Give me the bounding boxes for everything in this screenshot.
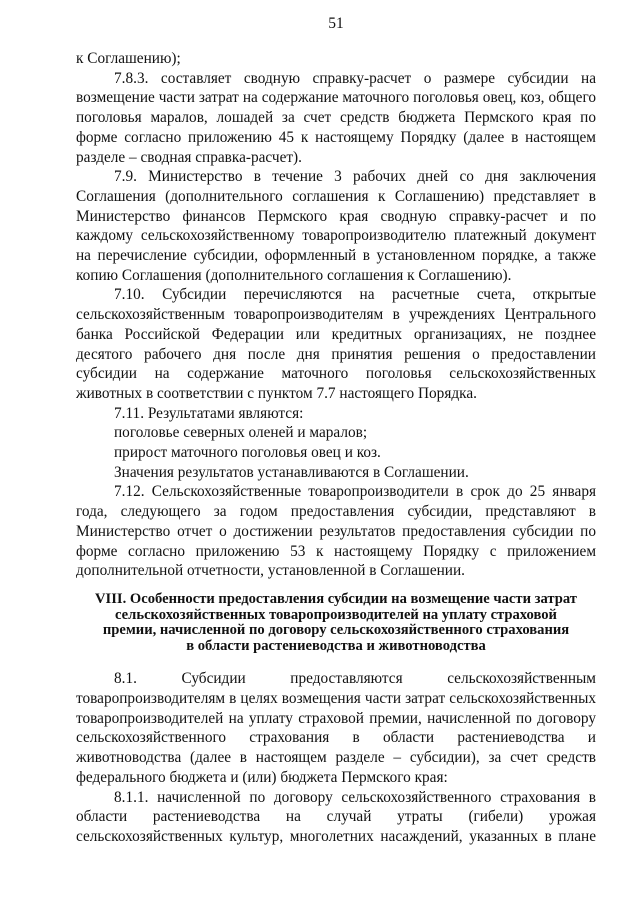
page-number: 51	[328, 15, 344, 32]
results-values-note: Значения результатов устанавливаются в Соглашении.	[114, 463, 469, 481]
heading-line: премии, начисленной по договору сельскохозяйственного страхования	[102, 622, 570, 639]
paragraph-7-9: 7.9. Министерство в течение 3 рабочих дней со дня заключения Соглашения (дополнительного соглашения к Соглашению) представляет в Министерство финансов Пермского края сводную справку-расчет и по каждому сельскохозяйственному товаропроизводителю платежный документ на перечисление субсидии, оформленный в установленном порядке, а также копию Соглашения (дополнительного соглашения к Соглашению).	[76, 168, 596, 284]
paragraph-8-1: 8.1. Субсидии предоставляются сельскохозяйственным товаропроизводителям в целях возмещения части затрат сельскохозяйственных товаропроизводителей на уплату страховой премии, начисленной по договору сельскохозяйственного страхования в области растениеводства и животноводства (далее в настоящем разделе – субсидии), за счет средств федерального бюджета и (или) бюджета Пермского края:	[76, 670, 596, 786]
paragraph-8-1-1: 8.1.1. начисленной по договору сельскохозяйственного страхования в области растениеводства на случай утраты (гибели) урожая сельскохозяйственных культур, многолетних насаждений, указанных в плане	[76, 788, 596, 845]
heading-line: VIII. Особенности предоставления субсидии на возмещение части затрат	[95, 590, 577, 607]
heading-line: в области растениеводства и животноводства	[186, 637, 486, 654]
section-heading	[76, 592, 596, 654]
paragraph-7-11: 7.11. Результатами являются:	[114, 404, 304, 422]
paragraph-7-12: 7.12. Сельскохозяйственные товаропроизводители в срок до 25 января года, следующего за годом предоставления субсидии, представляют в Министерство отчет о достижении результатов предоставления субсидии по форме согласно приложению 53 к настоящему Порядку с приложением дополнительной отчетности, установленной в Соглашении.	[76, 483, 596, 580]
body-top	[76, 49, 596, 581]
result-item-deer: поголовье северных оленей и маралов;	[114, 424, 368, 442]
paragraph-7-10: 7.10. Субсидии перечисляются на расчетные счета, открытые сельскохозяйственным товаропроизводителям в учреждениях Центрального банка Российской Федерации или кредитных организациях, не позднее десятого рабочего дня после дня принятия решения о предоставлении субсидии на содержание маточного поголовья сельскохозяйственных животных в соответствии с пунктом 7.7 настоящего Порядка.	[76, 286, 596, 402]
result-item-sheep: прирост маточного поголовья овец и коз.	[114, 444, 381, 462]
paragraph-7-8-3: 7.8.3. составляет сводную справку-расчет о размере субсидии на возмещение части затрат на содержание маточного поголовья овец, коз, общего поголовья маралов, лошадей за счет средств бюджета Пермского края по форме согласно приложению 45 к настоящему Порядку (далее в настоящем разделе – сводная справка-расчет).	[76, 69, 596, 166]
heading-line: сельскохозяйственных товаропроизводителей на уплату страховой	[115, 606, 557, 623]
paragraph-continuation: к Соглашению);	[76, 50, 181, 67]
body-bottom	[76, 669, 596, 846]
